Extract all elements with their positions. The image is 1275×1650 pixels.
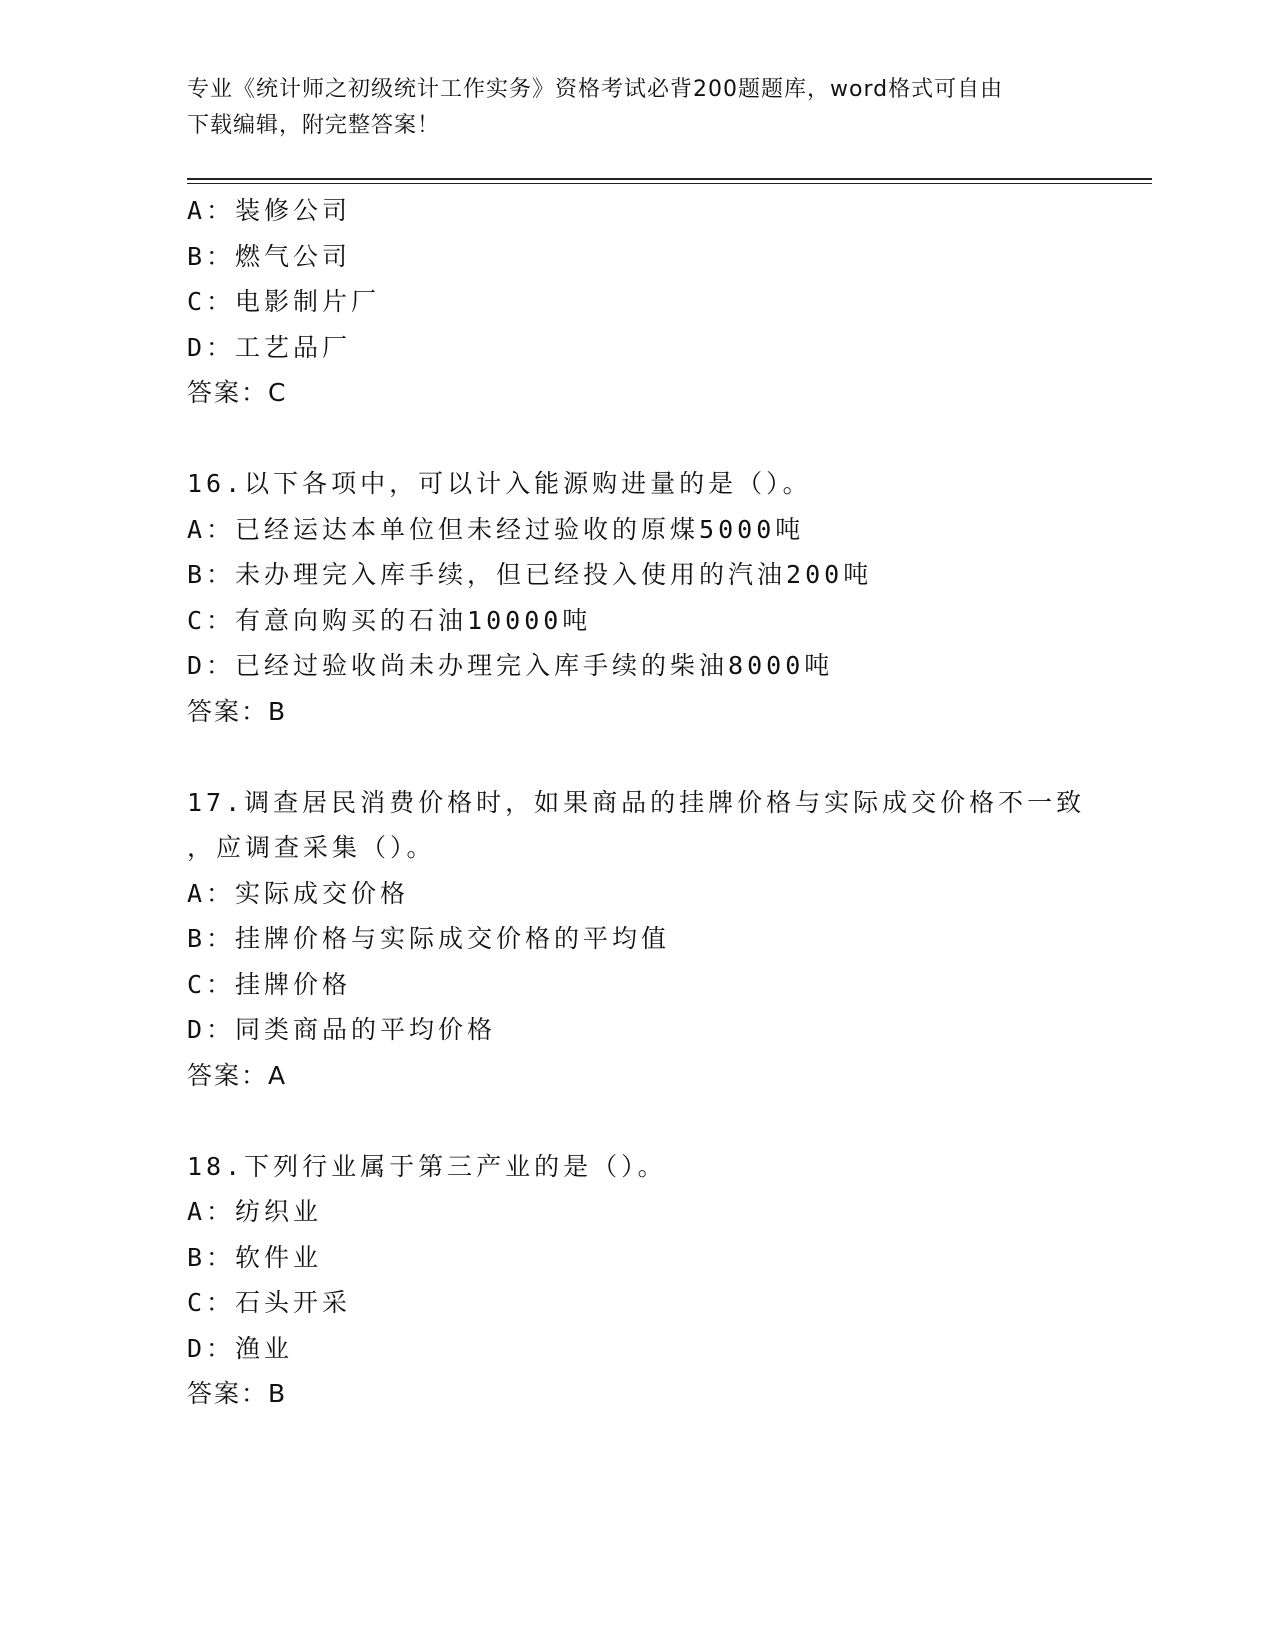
spacer [187, 1098, 1147, 1144]
answer-line: 答案：B [187, 1379, 288, 1408]
answer-line: 答案：C [187, 378, 288, 407]
question-stem: 18.下列行业属于第三产业的是（）。 [187, 1151, 667, 1181]
option-a: A：实际成交价格 [187, 878, 410, 908]
option-d: D：同类商品的平均价格 [187, 1015, 497, 1044]
option-a: A：纺织业 [187, 1197, 323, 1226]
answer-line: 答案：B [187, 696, 288, 726]
spacer [187, 416, 1147, 462]
question-18 [187, 1144, 1147, 1417]
question-list [187, 188, 1147, 1417]
header-divider [187, 178, 1152, 180]
answer-line: 答案：A [187, 1060, 288, 1090]
option-c: C：有意向购买的石油10000吨 [187, 605, 592, 635]
option-a: A：装修公司 [187, 196, 352, 225]
option-c: C：挂牌价格 [187, 969, 352, 999]
question-17 [187, 780, 1147, 1099]
header-divider-thin [187, 183, 1152, 184]
question-stem-continued: ，应调查采集（）。 [187, 833, 436, 862]
header-line-1: 专业《统计师之初级统计工作实务》资格考试必背200题题库，word格式可自由 [187, 77, 1004, 102]
option-d: D：工艺品厂 [187, 332, 352, 362]
spacer [187, 734, 1147, 780]
question-15-continued [187, 188, 1147, 416]
document-header [187, 72, 1067, 144]
option-b: B：未办理完入库手续，但已经投入使用的汽油200吨 [187, 560, 873, 589]
option-b: B：软件业 [187, 1242, 323, 1272]
option-c: C：石头开采 [187, 1288, 352, 1317]
option-d: D：已经过验收尚未办理完入库手续的柴油8000吨 [187, 651, 834, 680]
question-stem: 16.以下各项中，可以计入能源购进量的是（）。 [187, 469, 812, 498]
option-d: D：渔业 [187, 1333, 294, 1363]
header-line-2: 下载编辑，附完整答案！ [187, 113, 441, 138]
option-b: B：燃气公司 [187, 241, 352, 271]
option-a: A：已经运达本单位但未经过验收的原煤5000吨 [187, 514, 805, 544]
question-stem: 17.调查居民消费价格时，如果商品的挂牌价格与实际成交价格不一致 [187, 787, 1086, 817]
question-16 [187, 461, 1147, 734]
option-b: B：挂牌价格与实际成交价格的平均值 [187, 924, 671, 953]
option-c: C：电影制片厂 [187, 287, 381, 316]
